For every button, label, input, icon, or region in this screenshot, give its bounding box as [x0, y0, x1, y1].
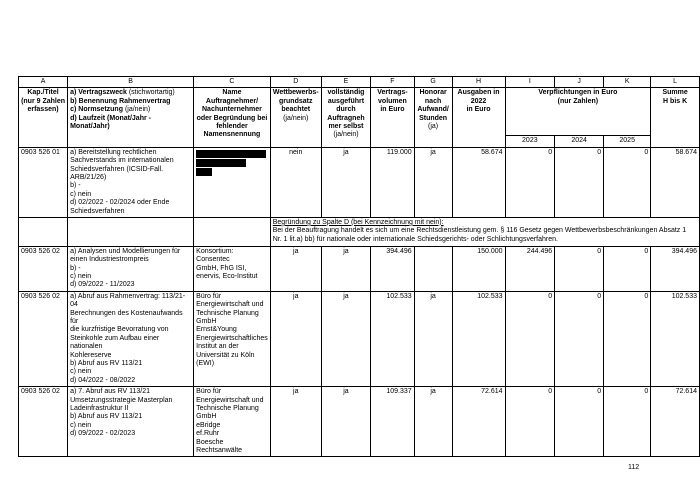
row-summe: 72.614: [651, 387, 700, 457]
row-wettbewerb: ja: [270, 387, 321, 457]
redaction-bar: [196, 159, 246, 167]
row-wettbewerb: ja: [270, 291, 321, 386]
row-honorar: ja: [414, 147, 452, 217]
row-2023: 0: [505, 387, 555, 457]
row-ausgefuehrt: ja: [321, 147, 370, 217]
year-2025: 2025: [604, 136, 651, 147]
row-description: a) Analysen und Modellierungen für einen Industriestrompreis b) - c) nein d) 09/2022 - 11/2023: [68, 246, 194, 291]
row-honorar: ja: [414, 387, 452, 457]
header-verpflichtungen: Verpflichtungen in Euro (nur Zahlen): [505, 88, 651, 136]
year-2024: 2024: [555, 136, 604, 147]
row-honorar: [414, 246, 452, 291]
header-honorar: [414, 88, 452, 147]
justification-title: Begründung zu Spalte D (bei Kennzeichnung mit nein):: [272, 218, 444, 226]
year-2023: 2023: [505, 136, 555, 147]
row-description: a) 7. Abruf aus RV 113/21 Umsetzungsstrategie Masterplan Ladeinfrastruktur II b) Abruf aus RV 113/21 c) nein d) 09/2022 - 02/2023: [68, 387, 194, 457]
procurement-table: [18, 76, 700, 457]
header-b1: a) Vertragszweck: [70, 89, 127, 97]
col-letter-d: D: [270, 77, 321, 88]
col-letter-a: A: [19, 77, 68, 88]
row-2025: 0: [604, 291, 651, 386]
row-wettbewerb: nein: [270, 147, 321, 217]
header-g-note: (ja): [428, 122, 439, 130]
col-letter-h: H: [452, 77, 505, 88]
row-contractor: Büro für Energiewirtschaft und Technische Planung GmbH eBridge ef.Ruhr Boesche Rechtsanwälte: [194, 387, 271, 457]
row-2024: 0: [555, 246, 604, 291]
justification-row: [19, 217, 700, 246]
row-summe: 394.496: [651, 246, 700, 291]
row-volumen: 109.337: [371, 387, 414, 457]
justification-empty: [194, 217, 271, 246]
row-ausgaben: 72.614: [452, 387, 505, 457]
header-ausgefuehrt: [321, 88, 370, 147]
header-e-note: (ja/nein): [333, 131, 359, 139]
row-honorar: ja: [414, 291, 452, 386]
redaction-bar: [196, 168, 212, 176]
row-volumen: 394.496: [371, 246, 414, 291]
col-letter-k: K: [604, 77, 651, 88]
row-2024: 0: [555, 291, 604, 386]
header-auftragnehmer: Name Auftragnehmer/ Nachunternehmer oder Begründung bei fehlender Namensnennung: [194, 88, 271, 147]
row-ausgaben: 58.674: [452, 147, 505, 217]
header-b3: c) Normsetzung: [70, 106, 123, 114]
header-b4: d) Laufzeit (Monat/Jahr - Monat/Jahr): [70, 114, 151, 130]
column-letter-row: [19, 77, 700, 88]
row-volumen: 119.000: [371, 147, 414, 217]
justification-empty: [68, 217, 194, 246]
header-vertragsvolumen: Vertrags- volumen in Euro: [371, 88, 414, 147]
justification-empty: [19, 217, 68, 246]
redaction-bar: [196, 150, 266, 158]
header-d: Wettbewerbs- grundsatz beachtet: [272, 89, 319, 114]
col-letter-e: E: [321, 77, 370, 88]
col-letter-f: F: [371, 77, 414, 88]
table-row: [19, 291, 700, 386]
header-g: Honorar nach Aufwand/ Stunden: [417, 89, 449, 122]
row-kap: 0903 526 02: [19, 291, 68, 386]
row-2025: 0: [604, 246, 651, 291]
row-contractor-redacted: [194, 147, 271, 217]
row-volumen: 102.533: [371, 291, 414, 386]
header-wettbewerb: [270, 88, 321, 147]
justification-cell: [270, 217, 699, 246]
col-letter-b: B: [68, 77, 194, 88]
row-description: a) Abruf aus Rahmenvertrag: 113/21-04 Berechnungen des Kostenaufwands für die kurzfristige Bevorratung von Steinkohle zum Aufbau einer nationalen Kohlereserve b) Abruf aus RV 113/21 c) nein d) 04/2022 - 08/2022: [68, 291, 194, 386]
row-2023: 0: [505, 147, 555, 217]
row-summe: 102.533: [651, 291, 700, 386]
row-ausgaben: 102.533: [452, 291, 505, 386]
header-b1-note: (stichwortartig): [126, 89, 175, 97]
row-ausgefuehrt: ja: [321, 387, 370, 457]
header-vertragszweck: [68, 88, 194, 147]
table-row: [19, 147, 700, 217]
row-wettbewerb: ja: [270, 246, 321, 291]
col-letter-l: L: [651, 77, 700, 88]
col-letter-j: J: [555, 77, 604, 88]
row-kap: 0903 526 01: [19, 147, 68, 217]
header-row: [19, 88, 700, 136]
row-2023: 244.496: [505, 246, 555, 291]
row-ausgefuehrt: ja: [321, 291, 370, 386]
header-d-note: (ja/nein): [283, 114, 309, 122]
header-b3-note: (ja/nein): [123, 106, 151, 114]
table-row: [19, 246, 700, 291]
col-letter-g: G: [414, 77, 452, 88]
header-ausgaben-2022: Ausgaben in 2022 in Euro: [452, 88, 505, 147]
row-summe: 58.674: [651, 147, 700, 217]
row-ausgefuehrt: ja: [321, 246, 370, 291]
row-2023: 0: [505, 291, 555, 386]
row-contractor: Konsortium: Consentec GmbH, FhG ISI, enervis, Eco-Institut: [194, 246, 271, 291]
row-2025: 0: [604, 147, 651, 217]
col-letter-i: I: [505, 77, 555, 88]
header-summe: Summe H bis K: [651, 88, 700, 147]
row-contractor: Büro für Energiewirtschaft und Technische Planung GmbH Ernst&Young Energiewirtschaftliches Institut an der Universität zu Köln (EWI): [194, 291, 271, 386]
row-ausgaben: 150.000: [452, 246, 505, 291]
page-number: 112: [628, 464, 640, 471]
header-b2: b) Benennung Rahmenvertrag: [70, 97, 171, 105]
row-kap: 0903 526 02: [19, 387, 68, 457]
row-2025: 0: [604, 387, 651, 457]
header-e: vollständig ausgeführt durch Auftragneh mer selbst: [327, 89, 365, 130]
table-row: [19, 387, 700, 457]
justification-text: Bei der Beauftragung handelt es sich um eine Rechtsdienstleistung gem. § 116 Gesetz gegen Wettbewerbsbeschränkungen Absatz 1 Nr. 1 lit.a) bb) für nationale oder internationale Schiedsgerichts- oder Schlichtungsverfahren.: [272, 227, 687, 243]
row-2024: 0: [555, 147, 604, 217]
row-description: a) Bereitstellung rechtlichen Sachverstands im internationalen Schiedsverfahren (ICSID-Fall. ARB/21/26) b) - c) nein d) 02/2022 - 02/2024 oder Ende Schiedsverfahren: [68, 147, 194, 217]
header-kap-titel: Kap./Titel (nur 9 Zahlen erfassen): [19, 88, 68, 147]
col-letter-c: C: [194, 77, 271, 88]
row-kap: 0903 526 02: [19, 246, 68, 291]
row-2024: 0: [555, 387, 604, 457]
